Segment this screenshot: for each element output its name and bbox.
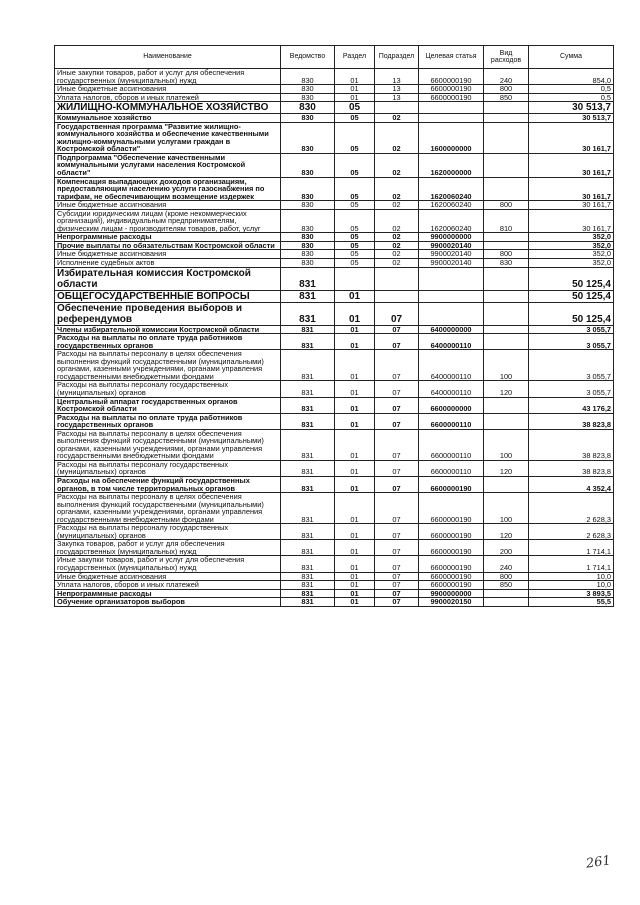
table-row (55, 93, 614, 102)
cell-target-article: 6600000190 (419, 476, 484, 492)
cell-expense-type: 200 (484, 540, 529, 556)
cell-amount: 50 125,4 (529, 267, 614, 290)
cell-name: Субсидии юридическим лицам (кроме некоммерческих организаций), индивидуальным предпринимателям, физическим лицам - производителям товаров, работ, услуг (55, 209, 281, 233)
cell-target-article: 9900020140 (419, 259, 484, 268)
cell-amount: 10,0 (529, 572, 614, 581)
cell-target-article (419, 102, 484, 114)
cell-razdel: 01 (335, 413, 375, 429)
cell-name: Члены избирательной комиссии Костромской области (55, 325, 281, 334)
cell-amount: 30 161,7 (529, 153, 614, 177)
cell-target-article: 6600000190 (419, 581, 484, 590)
table-row (55, 122, 614, 153)
cell-podrazdel: 07 (375, 325, 419, 334)
cell-expense-type (484, 267, 529, 290)
cell-name: Иные закупки товаров, работ и услуг для обеспечения государственных (муниципальных) нужд (55, 69, 281, 85)
cell-vedomstvo: 831 (281, 290, 335, 302)
cell-amount: 2 628,3 (529, 493, 614, 524)
cell-podrazdel (375, 267, 419, 290)
table-row (55, 290, 614, 302)
cell-vedomstvo: 830 (281, 114, 335, 123)
cell-expense-type: 100 (484, 493, 529, 524)
cell-podrazdel: 02 (375, 177, 419, 201)
cell-amount: 55,5 (529, 598, 614, 607)
cell-razdel: 05 (335, 241, 375, 250)
cell-vedomstvo: 831 (281, 598, 335, 607)
cell-target-article: 9900020140 (419, 241, 484, 250)
cell-name: Подпрограмма "Обеспечение качественными коммунальными услугами населения Костромской области" (55, 153, 281, 177)
cell-podrazdel: 07 (375, 397, 419, 413)
cell-expense-type: 800 (484, 201, 529, 210)
cell-amount: 3 055,7 (529, 350, 614, 381)
cell-target-article: 6600000190 (419, 69, 484, 85)
cell-name: Непрограммные расходы (55, 233, 281, 242)
cell-amount: 30 513,7 (529, 102, 614, 114)
cell-target-article: 6400000110 (419, 334, 484, 350)
cell-amount: 3 055,7 (529, 381, 614, 397)
cell-vedomstvo: 830 (281, 69, 335, 85)
cell-name: Расходы на выплаты по оплате труда работников государственных органов (55, 413, 281, 429)
table-row (55, 460, 614, 476)
cell-amount: 352,0 (529, 241, 614, 250)
cell-amount: 43 176,2 (529, 397, 614, 413)
cell-target-article: 6400000110 (419, 381, 484, 397)
table-row (55, 556, 614, 572)
cell-name: Центральный аппарат государственных органов Костромской области (55, 397, 281, 413)
cell-target-article: 6600000190 (419, 524, 484, 540)
cell-razdel: 01 (335, 290, 375, 302)
table-row (55, 85, 614, 94)
table-row (55, 350, 614, 381)
cell-expense-type: 240 (484, 556, 529, 572)
header-expense-type: Вид расходов (484, 46, 529, 69)
cell-vedomstvo: 830 (281, 209, 335, 233)
cell-podrazdel: 02 (375, 209, 419, 233)
cell-razdel: 05 (335, 102, 375, 114)
table-row (55, 209, 614, 233)
cell-name: Расходы на выплаты персоналу в целях обеспечения выполнения функций государственными (муниципальными) органами, казенными учреждениями, органами управления государственными внебюджетными фондами (55, 350, 281, 381)
cell-vedomstvo: 831 (281, 493, 335, 524)
cell-target-article: 9900000000 (419, 233, 484, 242)
cell-expense-type (484, 177, 529, 201)
cell-amount: 0,5 (529, 85, 614, 94)
cell-name: Расходы на выплаты персоналу в целях обеспечения выполнения функций государственными (муниципальными) органами, казенными учреждениями, органами управления государственными внебюджетными фондами (55, 429, 281, 460)
cell-podrazdel: 07 (375, 334, 419, 350)
cell-name: ЖИЛИЩНО-КОММУНАЛЬНОЕ ХОЗЯЙСТВО (55, 102, 281, 114)
cell-podrazdel: 07 (375, 556, 419, 572)
cell-name: Уплата налогов, сборов и иных платежей (55, 93, 281, 102)
cell-razdel: 05 (335, 259, 375, 268)
cell-name: Иные бюджетные ассигнования (55, 572, 281, 581)
cell-expense-type: 830 (484, 259, 529, 268)
cell-podrazdel: 07 (375, 524, 419, 540)
cell-amount: 50 125,4 (529, 302, 614, 325)
cell-expense-type (484, 397, 529, 413)
header-podrazdel: Подраздел (375, 46, 419, 69)
cell-name: Непрограммные расходы (55, 589, 281, 598)
cell-amount: 352,0 (529, 259, 614, 268)
table-row (55, 233, 614, 242)
cell-razdel: 01 (335, 350, 375, 381)
table-row (55, 581, 614, 590)
table-row (55, 201, 614, 210)
cell-vedomstvo: 830 (281, 85, 335, 94)
cell-vedomstvo: 831 (281, 572, 335, 581)
cell-razdel: 05 (335, 153, 375, 177)
cell-target-article: 6600000110 (419, 460, 484, 476)
table-row (55, 524, 614, 540)
cell-razdel: 01 (335, 598, 375, 607)
cell-razdel: 01 (335, 397, 375, 413)
cell-amount: 10,0 (529, 581, 614, 590)
cell-name: Расходы на выплаты по оплате труда работников государственных органов (55, 334, 281, 350)
cell-expense-type (484, 413, 529, 429)
cell-vedomstvo: 831 (281, 334, 335, 350)
budget-table (54, 45, 614, 607)
cell-amount: 2 628,3 (529, 524, 614, 540)
cell-razdel: 05 (335, 114, 375, 123)
cell-razdel: 05 (335, 250, 375, 259)
table-row (55, 413, 614, 429)
cell-name: Расходы на выплаты персоналу государственных (муниципальных) органов (55, 460, 281, 476)
cell-target-article: 6600000190 (419, 540, 484, 556)
cell-amount: 0,5 (529, 93, 614, 102)
cell-expense-type: 800 (484, 572, 529, 581)
cell-podrazdel (375, 102, 419, 114)
cell-target-article (419, 114, 484, 123)
cell-vedomstvo: 831 (281, 476, 335, 492)
cell-podrazdel: 07 (375, 460, 419, 476)
cell-razdel: 01 (335, 93, 375, 102)
cell-razdel: 05 (335, 201, 375, 210)
cell-razdel: 01 (335, 302, 375, 325)
cell-target-article: 6600000110 (419, 413, 484, 429)
cell-podrazdel: 13 (375, 69, 419, 85)
table-row (55, 397, 614, 413)
cell-razdel: 05 (335, 122, 375, 153)
cell-amount: 30 161,7 (529, 209, 614, 233)
cell-vedomstvo: 831 (281, 325, 335, 334)
cell-name: Уплата налогов, сборов и иных платежей (55, 581, 281, 590)
cell-vedomstvo: 831 (281, 540, 335, 556)
table-row (55, 572, 614, 581)
table-row (55, 302, 614, 325)
table-row (55, 114, 614, 123)
table-row (55, 429, 614, 460)
cell-vedomstvo: 831 (281, 267, 335, 290)
table-row (55, 334, 614, 350)
cell-target-article: 6600000000 (419, 397, 484, 413)
cell-name: Избирательная комиссия Костромской области (55, 267, 281, 290)
cell-podrazdel: 07 (375, 493, 419, 524)
table-row (55, 153, 614, 177)
cell-amount: 3 893,5 (529, 589, 614, 598)
cell-name: ОБЩЕГОСУДАРСТВЕННЫЕ ВОПРОСЫ (55, 290, 281, 302)
cell-target-article: 6600000190 (419, 556, 484, 572)
cell-podrazdel: 07 (375, 581, 419, 590)
cell-razdel: 01 (335, 381, 375, 397)
cell-name: Исполнение судебных актов (55, 259, 281, 268)
cell-vedomstvo: 831 (281, 460, 335, 476)
cell-target-article: 6400000110 (419, 350, 484, 381)
cell-vedomstvo: 831 (281, 556, 335, 572)
header-row (55, 46, 614, 69)
cell-target-article: 1620060240 (419, 209, 484, 233)
cell-razdel: 05 (335, 177, 375, 201)
cell-amount: 30 161,7 (529, 177, 614, 201)
cell-podrazdel: 07 (375, 572, 419, 581)
cell-name: Коммунальное хозяйство (55, 114, 281, 123)
cell-vedomstvo: 831 (281, 350, 335, 381)
cell-target-article: 1620060240 (419, 177, 484, 201)
cell-name: Иные бюджетные ассигнования (55, 85, 281, 94)
cell-vedomstvo: 831 (281, 429, 335, 460)
cell-razdel: 01 (335, 460, 375, 476)
cell-vedomstvo: 831 (281, 413, 335, 429)
cell-razdel: 01 (335, 572, 375, 581)
cell-expense-type: 850 (484, 93, 529, 102)
cell-name: Расходы на обеспечение функций государственных органов, в том числе территориальных органов (55, 476, 281, 492)
cell-target-article: 9900000000 (419, 589, 484, 598)
cell-razdel: 01 (335, 429, 375, 460)
cell-podrazdel: 13 (375, 93, 419, 102)
cell-vedomstvo: 830 (281, 153, 335, 177)
cell-amount: 30 513,7 (529, 114, 614, 123)
cell-podrazdel: 07 (375, 350, 419, 381)
table-row (55, 598, 614, 607)
cell-expense-type (484, 302, 529, 325)
cell-razdel: 05 (335, 233, 375, 242)
cell-expense-type: 120 (484, 460, 529, 476)
cell-vedomstvo: 830 (281, 201, 335, 210)
cell-amount: 352,0 (529, 250, 614, 259)
cell-vedomstvo: 831 (281, 302, 335, 325)
cell-razdel: 01 (335, 589, 375, 598)
header-name: Наименование (55, 46, 281, 69)
cell-razdel: 01 (335, 69, 375, 85)
cell-razdel (335, 267, 375, 290)
cell-name: Закупка товаров, работ и услуг для обеспечения государственных (муниципальных) нужд (55, 540, 281, 556)
cell-target-article: 6600000190 (419, 572, 484, 581)
cell-podrazdel: 02 (375, 241, 419, 250)
cell-expense-type (484, 233, 529, 242)
cell-expense-type: 120 (484, 381, 529, 397)
cell-amount: 854,0 (529, 69, 614, 85)
header-vedomstvo: Ведомство (281, 46, 335, 69)
cell-podrazdel: 02 (375, 153, 419, 177)
cell-expense-type: 850 (484, 581, 529, 590)
cell-amount: 50 125,4 (529, 290, 614, 302)
cell-razdel: 01 (335, 85, 375, 94)
cell-podrazdel: 07 (375, 589, 419, 598)
cell-expense-type: 120 (484, 524, 529, 540)
cell-expense-type (484, 153, 529, 177)
table-row (55, 241, 614, 250)
cell-expense-type (484, 290, 529, 302)
cell-name: Расходы на выплаты персоналу государственных (муниципальных) органов (55, 381, 281, 397)
cell-razdel: 01 (335, 524, 375, 540)
cell-amount: 352,0 (529, 233, 614, 242)
cell-expense-type (484, 589, 529, 598)
table-row (55, 540, 614, 556)
cell-amount: 1 714,1 (529, 540, 614, 556)
cell-expense-type (484, 241, 529, 250)
cell-target-article (419, 302, 484, 325)
cell-amount: 30 161,7 (529, 201, 614, 210)
table-row (55, 250, 614, 259)
table-row (55, 69, 614, 85)
cell-vedomstvo: 831 (281, 397, 335, 413)
cell-target-article: 9900020150 (419, 598, 484, 607)
header-target-article: Целевая статья (419, 46, 484, 69)
cell-razdel: 01 (335, 334, 375, 350)
header-razdel: Раздел (335, 46, 375, 69)
cell-name: Государственная программа "Развитие жилищно-коммунального хозяйства и обеспечение качественными жилищно-коммунальными услугами граждан в Костромской области" (55, 122, 281, 153)
cell-expense-type: 810 (484, 209, 529, 233)
cell-podrazdel: 07 (375, 540, 419, 556)
cell-name: Прочие выплаты по обязательствам Костромской области (55, 241, 281, 250)
cell-expense-type (484, 334, 529, 350)
cell-vedomstvo: 830 (281, 102, 335, 114)
cell-amount: 30 161,7 (529, 122, 614, 153)
header-amount: Сумма (529, 46, 614, 69)
cell-target-article: 1620060240 (419, 201, 484, 210)
cell-expense-type (484, 598, 529, 607)
cell-expense-type (484, 102, 529, 114)
page-number: 261 (585, 853, 612, 872)
cell-name: Расходы на выплаты персоналу в целях обеспечения выполнения функций государственными (муниципальными) органами, казенными учреждениями, органами управления государственными внебюджетными фондами (55, 493, 281, 524)
cell-name: Обучение организаторов выборов (55, 598, 281, 607)
cell-target-article: 6600000110 (419, 429, 484, 460)
cell-target-article: 1620000000 (419, 153, 484, 177)
cell-amount: 4 352,4 (529, 476, 614, 492)
cell-target-article: 9900020140 (419, 250, 484, 259)
cell-podrazdel: 07 (375, 381, 419, 397)
cell-razdel: 01 (335, 540, 375, 556)
cell-expense-type: 100 (484, 350, 529, 381)
cell-podrazdel: 02 (375, 250, 419, 259)
cell-podrazdel: 07 (375, 476, 419, 492)
cell-amount: 3 055,7 (529, 325, 614, 334)
cell-vedomstvo: 830 (281, 259, 335, 268)
cell-name: Компенсация выпадающих доходов организациям, предоставляющим населению услуги газоснабжения по тарифам, не обеспечивающим возмещение издержек (55, 177, 281, 201)
cell-expense-type (484, 122, 529, 153)
cell-name: Иные бюджетные ассигнования (55, 250, 281, 259)
cell-vedomstvo: 831 (281, 524, 335, 540)
cell-vedomstvo: 830 (281, 250, 335, 259)
cell-podrazdel: 02 (375, 201, 419, 210)
cell-podrazdel: 02 (375, 259, 419, 268)
cell-target-article: 1600000000 (419, 122, 484, 153)
cell-amount: 38 823,8 (529, 429, 614, 460)
table-row (55, 325, 614, 334)
table-row (55, 381, 614, 397)
cell-vedomstvo: 830 (281, 93, 335, 102)
cell-podrazdel: 02 (375, 233, 419, 242)
cell-podrazdel: 07 (375, 429, 419, 460)
table-row (55, 102, 614, 114)
cell-amount: 3 055,7 (529, 334, 614, 350)
cell-vedomstvo: 831 (281, 581, 335, 590)
cell-target-article (419, 290, 484, 302)
cell-target-article (419, 267, 484, 290)
table-row (55, 177, 614, 201)
cell-razdel: 01 (335, 325, 375, 334)
cell-podrazdel (375, 290, 419, 302)
cell-razdel: 01 (335, 581, 375, 590)
cell-name: Обеспечение проведения выборов и референдумов (55, 302, 281, 325)
table-row (55, 493, 614, 524)
cell-vedomstvo: 830 (281, 122, 335, 153)
cell-podrazdel: 13 (375, 85, 419, 94)
cell-name: Иные бюджетные ассигнования (55, 201, 281, 210)
cell-vedomstvo: 831 (281, 589, 335, 598)
cell-razdel: 01 (335, 493, 375, 524)
cell-podrazdel: 07 (375, 598, 419, 607)
cell-razdel: 01 (335, 476, 375, 492)
cell-amount: 38 823,8 (529, 413, 614, 429)
cell-amount: 1 714,1 (529, 556, 614, 572)
table-row (55, 476, 614, 492)
cell-podrazdel: 02 (375, 114, 419, 123)
cell-name: Расходы на выплаты персоналу государственных (муниципальных) органов (55, 524, 281, 540)
table-row (55, 589, 614, 598)
cell-expense-type: 100 (484, 429, 529, 460)
cell-target-article: 6600000190 (419, 85, 484, 94)
cell-podrazdel: 07 (375, 302, 419, 325)
cell-razdel: 01 (335, 556, 375, 572)
cell-expense-type: 240 (484, 69, 529, 85)
cell-expense-type: 800 (484, 85, 529, 94)
cell-expense-type: 800 (484, 250, 529, 259)
cell-target-article: 6600000190 (419, 493, 484, 524)
cell-expense-type (484, 325, 529, 334)
cell-expense-type (484, 476, 529, 492)
cell-podrazdel: 02 (375, 122, 419, 153)
cell-vedomstvo: 830 (281, 241, 335, 250)
cell-vedomstvo: 830 (281, 233, 335, 242)
cell-razdel: 05 (335, 209, 375, 233)
cell-vedomstvo: 831 (281, 381, 335, 397)
cell-vedomstvo: 830 (281, 177, 335, 201)
cell-amount: 38 823,8 (529, 460, 614, 476)
table-row (55, 259, 614, 268)
table-row (55, 267, 614, 290)
cell-name: Иные закупки товаров, работ и услуг для обеспечения государственных (муниципальных) нужд (55, 556, 281, 572)
cell-target-article: 6600000190 (419, 93, 484, 102)
cell-expense-type (484, 114, 529, 123)
cell-target-article: 6400000000 (419, 325, 484, 334)
cell-podrazdel: 07 (375, 413, 419, 429)
